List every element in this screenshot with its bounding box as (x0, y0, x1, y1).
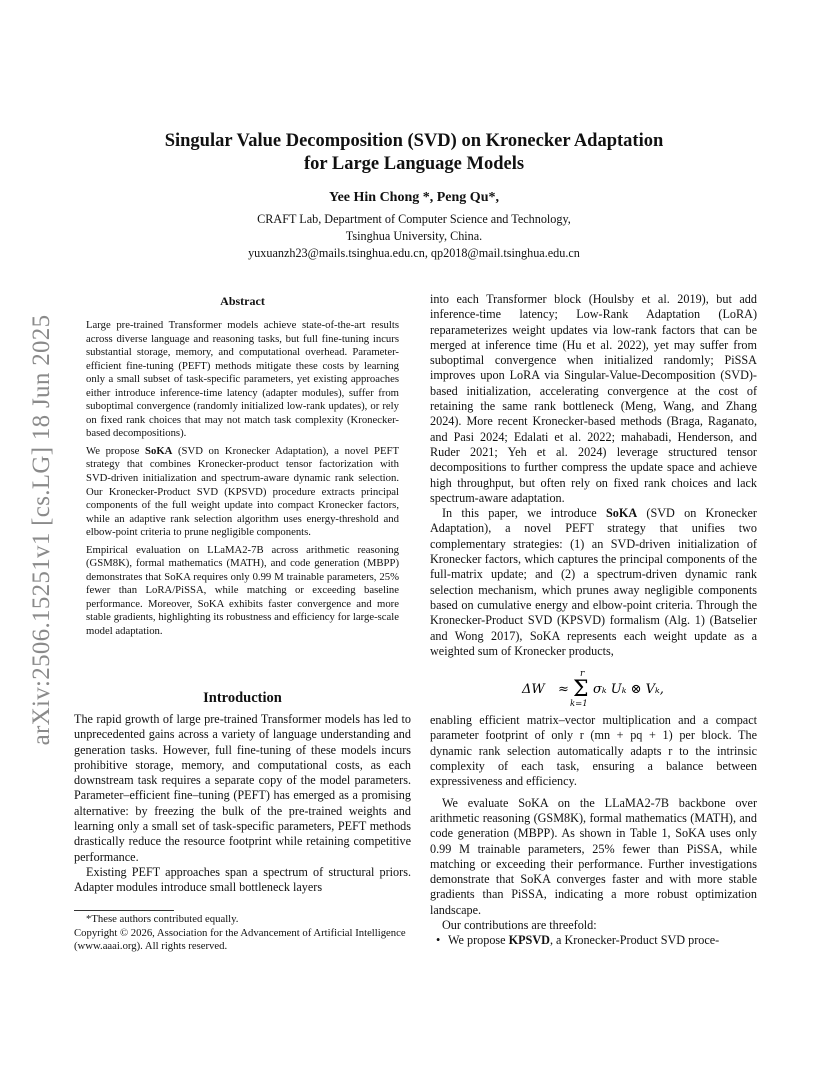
affiliation-university: Tsinghua University, China. (345, 229, 483, 243)
affiliation-lab: CRAFT Lab, Department of Computer Science and Technology, (257, 212, 571, 226)
introduction-heading: Introduction (203, 690, 282, 706)
footnote-rule (74, 910, 174, 911)
abstract-paragraph-1: Large pre-trained Transformer models achieve state-of-the-art results across diverse language and reasoning tasks, but full fine-tuning incurs substantial storage, memory, and computational overhead. Parameter-efficient fine-tuning (PEFT) methods mitigate these costs by learning only a small subset of task-specific parameters, yet existing approaches either introduce inference-time latency (adapter modules), suffer from suboptimal convergence (randomly initialized low-rank updates), or rely on fixed rank choices that may not match task complexity (Kronecker-based decompositions). (86, 319, 399, 440)
abstract-p2-paren: (SVD on Kronecker Adaptation), a (172, 444, 340, 457)
paper-title (100, 130, 728, 176)
intro-paragraph-1: The rapid growth of large pre-trained Transformer models has led to unprecedented gains across a variety of language understanding and generation tasks. However, full fine-tuning of these models incurs prohibitive storage, memory, and computational costs, as each downstream task requires a separate copy of the model parameters. Parameter–efficient fine–tuning (PEFT) has emerged as a promising alternative: by freezing the bulk of the pre-trained weights and learning only a small set of task-specific parameters, PEFT methods drastically reduce the resource footprint while retaining competitive performance. (74, 712, 411, 864)
bullet-1-method: KPSVD (508, 933, 550, 948)
author-list: Yee Hin Chong *, Peng Qu*, (329, 190, 499, 205)
abstract-heading: Abstract (220, 294, 265, 308)
equation-graphic (430, 667, 757, 707)
arxiv-identifier: arXiv:2506.15251v1 [cs.LG] 18 Jun 2025 (28, 314, 55, 746)
abstract-method-name: SoKA (145, 444, 173, 457)
abstract-p2-prefix: We propose (86, 444, 146, 457)
right-paragraph-3: enabling efficient matrix–vector multiplication and a compact parameter footprint of only r (mn + pq + 1) per block. The dynamic rank selection automatically adapts r to the intrinsic complexity of each task, ensuring a balance between expressiveness and efficiency. (430, 713, 757, 789)
footnote-block (74, 913, 411, 954)
abstract-p2-rest: novel PEFT strategy that combines Kronecker-product tensor factorization with SVD-driven initialization and spectrum-aware dynamic rank selection. Our Kronecker-Product SVD (KPSVD) procedure extracts principal components of the full weight update into compact Kronecker factors, while an adaptive rank selection algorithm uses energy-threshold and elbow-point criteria to prune negligible components. (86, 444, 399, 539)
kpsvd-equation (430, 667, 757, 707)
right-column (430, 292, 757, 949)
right-p2-rest: (SVD on Kronecker Adaptation), a novel PEFT strategy that unifies two complementary strategies: (1) an SVD-driven initialization of Kronecker factors, which captures the principal components of the full-matrix update; and (2) a spectrum-driven dynamic rank selection mechanism, which prunes away negligible components based on cumulative energy and elbow-point criteria. Through the Kronecker-Product SVD (KPSVD) formalism (Alg. 1) (Batselier and Wong 2017), SoKA represents each weight update as a weighted sum of Kronecker products, (430, 506, 757, 658)
svg-text:Σ: Σ (573, 677, 589, 703)
svg-text:k=1: k=1 (570, 699, 588, 708)
author-emails: yuxuanzh23@mails.tsinghua.edu.cn, qp2018@mail.tsinghua.edu.cn (248, 246, 580, 260)
arxiv-sidebar-stamp (22, 300, 62, 760)
right-p2-prefix: In this paper, we introduce (442, 506, 606, 521)
svg-text:ΔW: ΔW (522, 682, 545, 698)
right-paragraph-5: Our contributions are threefold: (442, 917, 597, 932)
abstract-paragraph-2 (86, 445, 399, 540)
bullet-1-rest: , a Kronecker-Product SVD proce- (549, 933, 720, 948)
right-paragraph-4: We evaluate SoKA on the LLaMA2-7B backbone over arithmetic reasoning (GSM8K), formal mathematics (MATH), and code generation (MBPP). As shown in Table 1, SoKA uses only 0.99 M trainable parameters, 25% fewer than PiSSA, while matching or exceeding their performance. Further investigations demonstrate that SoKA converges faster and with more stable gradients than PiSSA, indicating a more robust optimization landscape. (430, 795, 757, 917)
right-paragraph-2 (430, 506, 757, 659)
svg-text:≈: ≈ (558, 682, 569, 698)
equal-contribution-note: *These authors contributed equally. (86, 913, 239, 925)
abstract-paragraph-3: Empirical evaluation on LLaMA2-7B across arithmetic reasoning (GSM8K), formal mathematics (MATH), and code generation (MBPP) demonstrates that SoKA requires only 0.99 M trainable parameters, 25% fewer than LoRA/PiSSA, while matching or exceeding baseline performance. Moreover, SoKA exhibits faster convergence and more stable gradients, highlighting its robustness and efficiency for large-scale model adaptation. (86, 543, 399, 638)
intro-paragraph-2: Existing PEFT approaches span a spectrum of structural priors. Adapter modules introduce small bottleneck layers (74, 864, 411, 895)
title-line-2: for Large Language Models (303, 154, 525, 174)
right-paragraph-1: into each Transformer block (Houlsby et al. 2019), but add inference-time latency; Low-Rank Adaptation (LoRA) reparameterizes weight updates via low-rank factors that can be merged at inference time (Hu et al. 2022), yet may suffer from suboptimal convergence when initialized randomly; PiSSA improves upon LoRA via Singular-Value-Decomposition (SVD)-based initialization, accelerating convergence at the cost of retaining the same rank bottleneck (Meng, Wang, and Zhang 2024). More recent Kronecker-based methods (Braga, Raganato, and Pasi 2024; Edalati et al. 2022; mahabadi, Henderson, and Ruder 2021; Yeh et al. 2024) leverage structured tensor decompositions to further compress the update space and achieve high throughput, but often rely on fixed rank choices and lack spectrum-aware adaptation. (430, 292, 757, 505)
affiliation-block (100, 211, 728, 262)
svg-text:σₖ Uₖ ⊗ Vₖ,: σₖ Uₖ ⊗ Vₖ, (593, 682, 664, 698)
introduction-body (74, 712, 411, 896)
title-line-1: Singular Value Decomposition (SVD) on Kronecker Adaptation (164, 131, 664, 151)
copyright-notice: Copyright © 2026, Association for the Advancement of Artificial Intelligence (www.aaai.org). All rights reserved. (74, 926, 406, 952)
bullet-1-prefix: We propose (448, 933, 509, 948)
svg-text:r: r (580, 669, 585, 680)
contribution-bullet-1 (430, 933, 757, 948)
abstract-body (86, 319, 399, 643)
right-method-name: SoKA (605, 506, 638, 521)
